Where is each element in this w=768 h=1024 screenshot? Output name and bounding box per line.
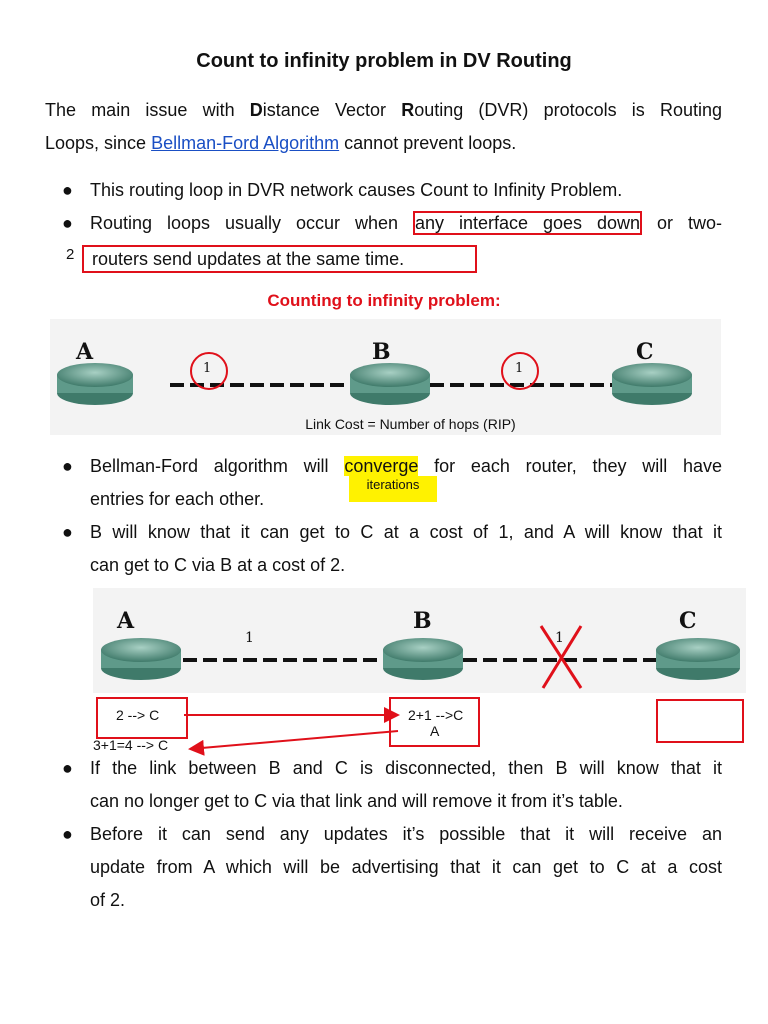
router-label-a: A xyxy=(117,608,135,634)
page-title: Count to infinity problem in DV Routing xyxy=(196,50,572,72)
router-label-b: B xyxy=(413,608,432,634)
margin-note: 2 xyxy=(66,246,75,263)
bullet-link-disconnected: ● If the link between B and C is disconnected, then B will know that it can no longer get to C via that link and will remove it from it’s table. xyxy=(62,758,722,811)
cost-label-bc: 1 xyxy=(555,630,564,646)
intro-paragraph: The main issue with Distance Vector Routing (DVR) protocols is Routing Loops, since Bellman-Ford Algorithm cannot prevent loops. xyxy=(45,100,722,153)
annotation-box-send-updates: routers send updates at the same time. xyxy=(82,245,477,273)
bullet-loops-occur: ● Routing loops usually occur when any interface goes down or two- xyxy=(62,213,722,233)
annotation-box-interface-down: any interface goes down xyxy=(415,213,641,233)
section-subtitle: Counting to infinity problem: xyxy=(267,291,501,310)
cost-label-ab: 1 xyxy=(245,630,254,646)
highlight-note-iterations: iterations xyxy=(349,476,437,502)
router-label-a: A xyxy=(76,339,94,365)
bullet-converge: ● Bellman-Ford algorithm will converge for each router, they will have entries for each other. xyxy=(62,456,722,509)
highlight-converge: converge xyxy=(344,456,419,476)
bellman-ford-link[interactable]: Bellman-Ford Algorithm xyxy=(151,133,340,153)
bullet-routing-loop: ● This routing loop in DVR network causes Count to Infinity Problem. xyxy=(62,180,623,200)
router-label-c: C xyxy=(636,339,654,365)
table-entry-a: 2 --> C xyxy=(116,707,160,723)
router-label-b: B xyxy=(372,339,391,365)
bullet-cost-knowledge: ● B will know that it can get to C at a cost of 1, and A will know that it can get to C via B at a cost of 2. xyxy=(62,522,722,575)
table-entry-b-1: 2+1 -->C xyxy=(408,707,464,723)
bullet-before-updates: ● Before it can send any updates it’s possible that it will receive an update from A which will be advertising that it can get to C at a cost of 2. xyxy=(62,824,722,910)
diagram-caption: Link Cost = Number of hops (RIP) xyxy=(305,416,516,432)
table-entry-b-2: A xyxy=(430,723,440,739)
table-note-a: 3+1=4 --> C xyxy=(93,737,169,753)
router-label-c: C xyxy=(679,608,697,634)
cost-label-bc: 1 xyxy=(515,361,524,376)
cost-label-ab: 1 xyxy=(203,361,212,376)
